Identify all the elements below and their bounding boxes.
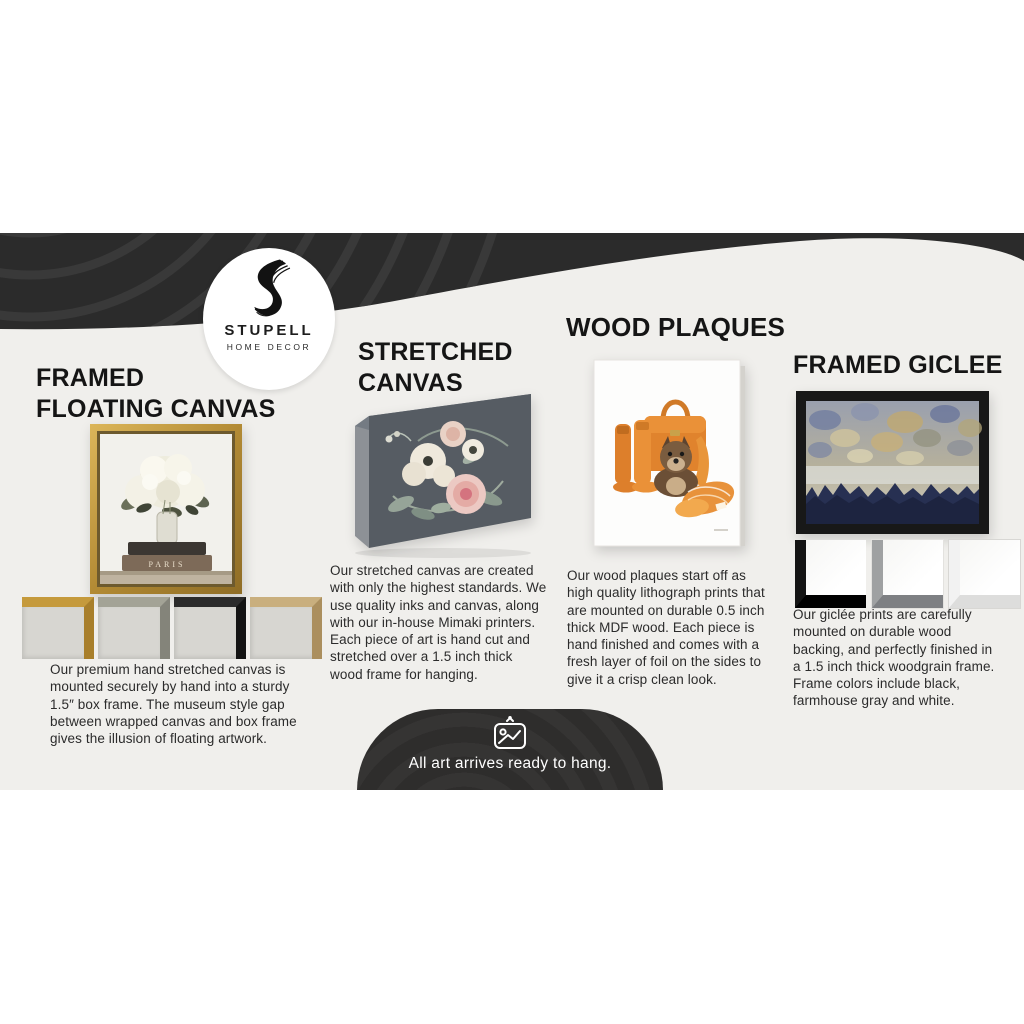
title-line: FRAMED GICLEE (793, 351, 1003, 379)
product-image-stretched-canvas (323, 386, 540, 558)
title-line: WOOD PLAQUES (566, 312, 786, 342)
swatch-pewter (98, 597, 170, 659)
footer-text: All art arrives ready to hang. (408, 755, 612, 772)
swatch-champagne (250, 597, 322, 659)
product-image-wood-plaque (588, 358, 746, 550)
title-line: CANVAS (358, 369, 463, 397)
title-line: FLOATING CANVAS (36, 395, 276, 423)
frame-color-swatches-giclee (795, 540, 1020, 608)
section-description-wood-plaques: Our wood plaques start off as high quality lithograph prints that are mounted on durable 0.5 inch thick MDF wood. Each piece is hand finished and comes with a fresh layer of foil on the sides to give it a crisp clean look. (567, 568, 765, 687)
stupell-swoosh-icon (244, 258, 294, 320)
swatch-farmhouse-gray-frame (872, 540, 943, 608)
brand-name: STUPELL (224, 322, 314, 339)
swatch-white-frame (949, 540, 1020, 608)
section-title-wood-plaques (566, 312, 785, 343)
paris-book-label: PARIS (148, 560, 186, 569)
product-image-floating-canvas (80, 422, 260, 600)
swatch-black (174, 597, 246, 659)
section-title-framed-giclee (793, 350, 1003, 381)
section-description-framed-floating-canvas: Our premium hand stretched canvas is mounted securely by hand into a sturdy 1.5″ box frame. The museum style gap between wrapped canvas and box frame gives the illusion of floating artwork. (50, 662, 297, 747)
top-wave-decoration (0, 233, 1024, 353)
section-title-framed-floating-canvas (36, 363, 276, 425)
framed-art-icon (489, 716, 531, 752)
frame-color-swatches-floating (22, 597, 322, 659)
canvas-side-edge (355, 416, 369, 548)
brand-tagline: HOME DECOR (226, 342, 312, 352)
swatch-black-frame (795, 540, 866, 608)
section-description-framed-giclee: Our giclée prints are carefully mounted on durable wood backing, and perfectly finished in a 1.5 inch thick woodgrain frame. Frame colors include black, farmhouse gray and white. (793, 607, 995, 709)
title-line: FRAMED (36, 364, 145, 392)
title-line: STRETCHED (358, 338, 513, 366)
footer-banner (357, 709, 663, 790)
swatch-gold (22, 597, 94, 659)
product-image-framed-giclee (795, 390, 990, 535)
section-description-stretched-canvas: Our stretched canvas are created with only the highest standards. We use quality inks and canvas, along with our in-house Mimaki printers. Each piece of art is hand cut and stretched over a 1.5 inch thick wood frame for hanging. (330, 563, 547, 682)
